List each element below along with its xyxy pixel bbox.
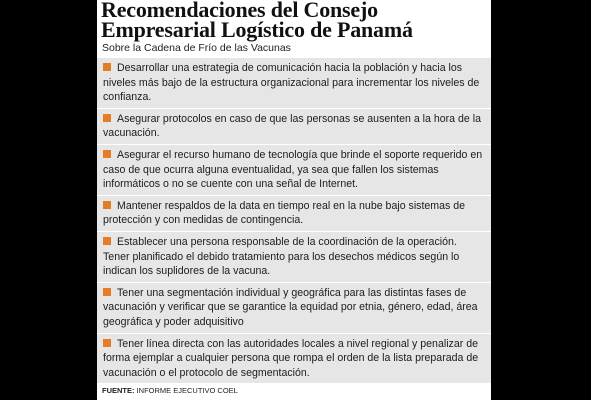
orange-square-bullet-icon [103, 237, 111, 245]
infographic-card [97, 0, 491, 400]
recommendations-list [97, 57, 491, 383]
orange-square-bullet-icon [103, 339, 111, 347]
orange-square-bullet-icon [103, 288, 111, 296]
item-text: Establecer una persona responsable de la coordinación de la operación. Tener planificado el debido tratamiento para los desechos médicos según lo indican los suplidores de la vacuna. [103, 235, 460, 278]
source-label: FUENTE: [102, 386, 135, 396]
item-text: Desarrollar una estrategia de comunicación hacia la población y hacia los niveles más bajo de la estructura organizacional para incrementar los niveles de confianza. [103, 62, 480, 104]
item-text: Asegurar el recurso humano de tecnología que brinde el soporte requerido en caso de que ocurra alguna eventualidad, ya sea que fallen los sistemas informáticos o no se cuente con una señal de Internet. [103, 148, 483, 191]
list-item [97, 57, 491, 108]
orange-square-bullet-icon [103, 150, 111, 158]
orange-square-bullet-icon [103, 63, 111, 71]
list-item [97, 108, 491, 144]
list-item [97, 144, 491, 195]
title-line-1: Recomendaciones del Consejo [101, 0, 378, 22]
source-note [97, 383, 491, 395]
title-block [97, 0, 491, 40]
title-line-2: Empresarial Logístico de Panamá [101, 17, 413, 42]
orange-square-bullet-icon [103, 201, 111, 209]
list-item [97, 282, 491, 333]
orange-square-bullet-icon [103, 114, 111, 122]
list-item [97, 195, 491, 231]
list-item [97, 231, 491, 282]
source-text: INFORME EJECUTIVO COEL [136, 386, 238, 396]
item-text: Asegurar protocolos en caso de que las personas se ausenten a la hora de la vacunación. [103, 112, 481, 140]
item-text: Tener línea directa con las autoridades locales a nivel regional y penalizar de forma ejemplar a cualquier persona que rompa el orden de la lista preparada de vacunación o el protocolo de segmentación. [103, 337, 479, 379]
subtitle: Sobre la Cadena de Frío de las Vacunas [102, 42, 291, 54]
item-text: Mantener respaldos de la data en tiempo real en la nube bajo sistemas de protección y con medidas de contingencia. [103, 199, 466, 227]
list-item [97, 333, 491, 384]
item-text: Tener una segmentación individual y geográfica para las distintas fases de vacunación y verificar que se garantice la equidad por etnia, género, edad, área geográfica y poder adquisitivo [103, 286, 478, 328]
